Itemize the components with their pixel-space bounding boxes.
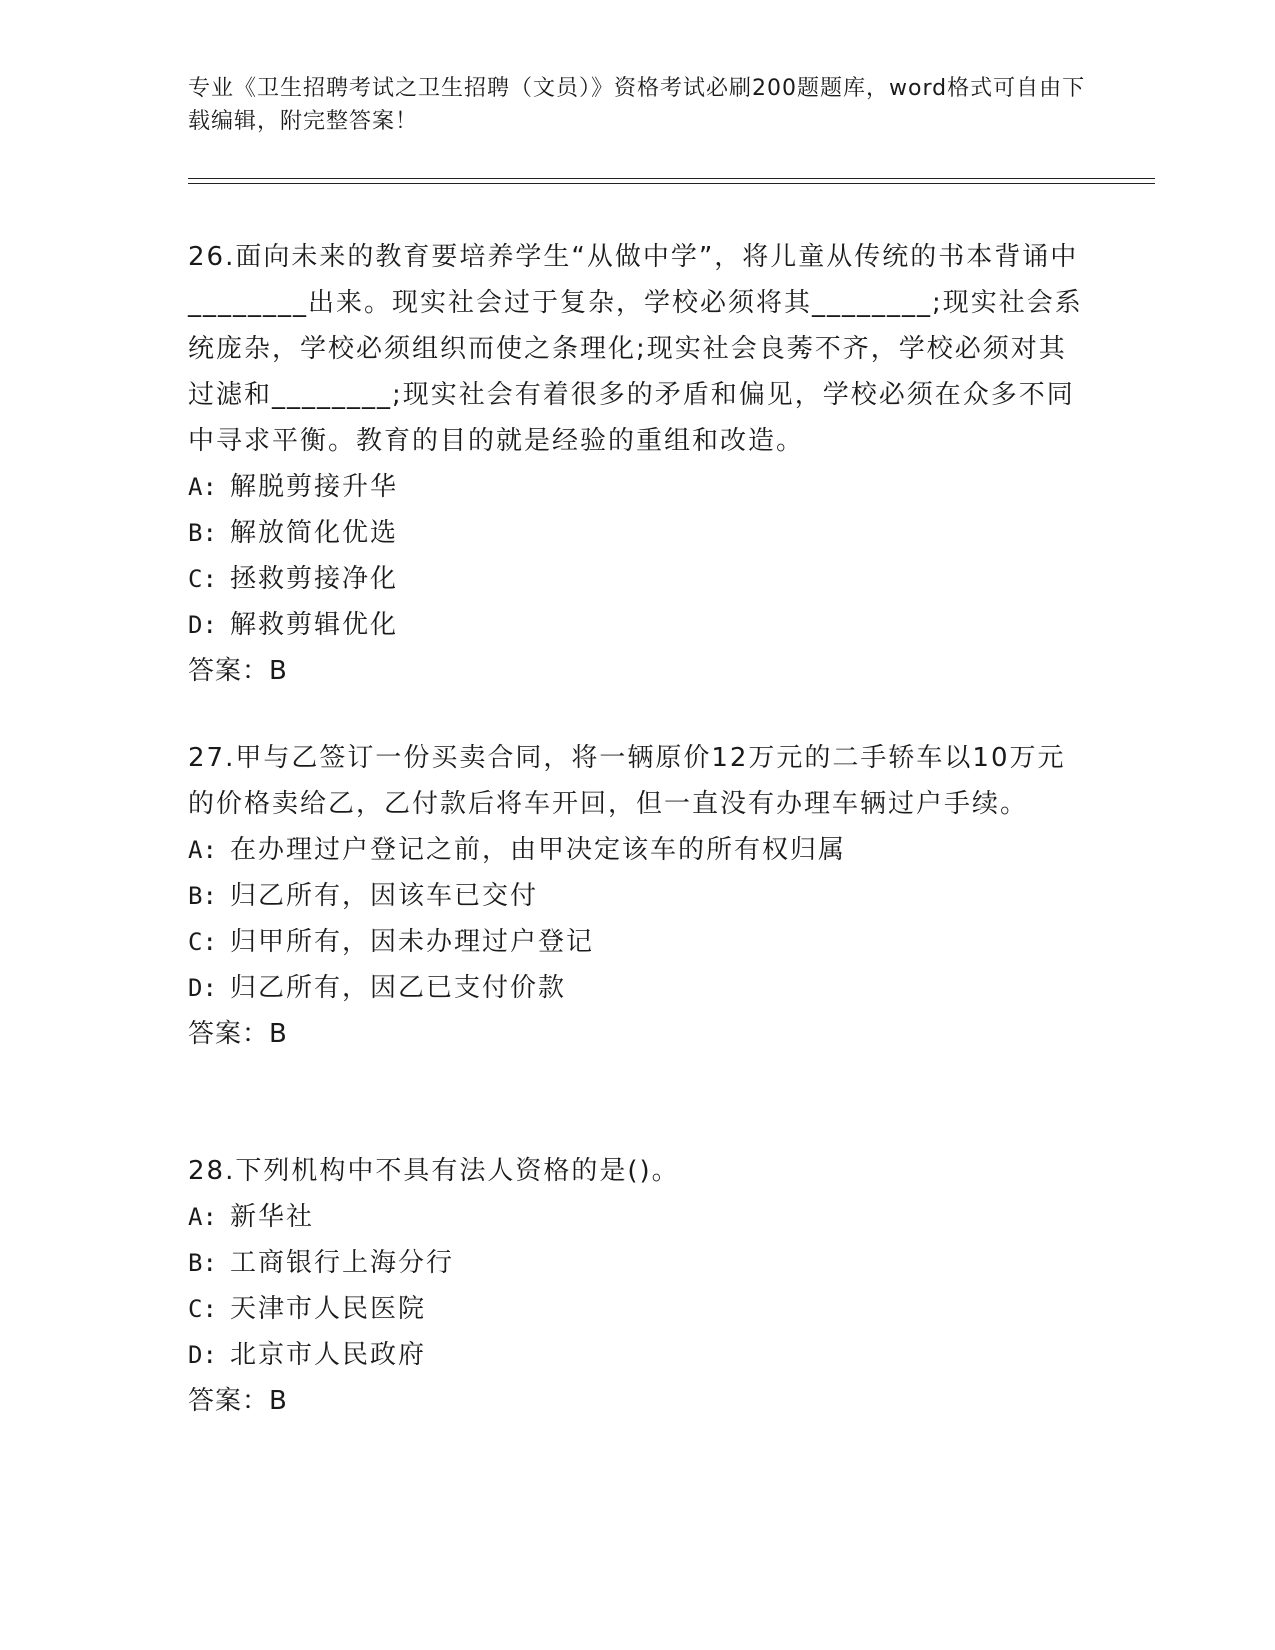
option-text: 归甲所有，因未办理过户登记 <box>230 927 595 957</box>
option-letter: C: <box>188 565 217 593</box>
option-a <box>188 827 1088 873</box>
option-b <box>188 1240 1088 1286</box>
answer-line: 答案：B <box>188 656 288 686</box>
page-header: 专业《卫生招聘考试之卫生招聘（文员）》资格考试必刷200题题库，word格式可自由下载编辑，附完整答案！ <box>188 76 1086 134</box>
question-stem: 27.甲与乙签订一份买卖合同，将一辆原价12万元的二手轿车以10万元的价格卖给乙，乙付款后将车开回，但一直没有办理车辆过户手续。 <box>188 743 1066 819</box>
option-a <box>188 464 1088 510</box>
question-block <box>188 1148 1088 1424</box>
option-b <box>188 873 1088 919</box>
option-text: 归乙所有，因乙已支付价款 <box>230 973 567 1003</box>
option-letter: A: <box>188 836 217 864</box>
option-letter: C: <box>188 1295 217 1323</box>
option-text: 在办理过户登记之前，由甲决定该车的所有权归属 <box>230 835 847 865</box>
option-letter: C: <box>188 928 217 956</box>
option-letter: D: <box>188 974 217 1002</box>
option-text: 天津市人民医院 <box>230 1294 427 1324</box>
option-text: 归乙所有，因该车已交付 <box>230 881 539 911</box>
option-c <box>188 556 1088 602</box>
option-letter: A: <box>188 473 217 501</box>
answer-line: 答案：B <box>188 1386 288 1416</box>
option-letter: B: <box>188 882 217 910</box>
option-d <box>188 1332 1088 1378</box>
question-block <box>188 735 1088 1057</box>
answer-line: 答案：B <box>188 1019 288 1049</box>
option-letter: B: <box>188 1249 217 1277</box>
option-text: 工商银行上海分行 <box>230 1248 455 1278</box>
header-divider <box>188 178 1155 179</box>
option-letter: D: <box>188 1341 217 1369</box>
option-c <box>188 919 1088 965</box>
option-d <box>188 602 1088 648</box>
option-letter: A: <box>188 1203 217 1231</box>
option-text: 解救剪辑优化 <box>230 610 399 640</box>
option-c <box>188 1286 1088 1332</box>
question-block <box>188 234 1088 694</box>
option-text: 解放简化优选 <box>230 518 399 548</box>
option-text: 解脱剪接升华 <box>230 472 399 502</box>
option-b <box>188 510 1088 556</box>
option-letter: B: <box>188 519 217 547</box>
question-stem: 28.下列机构中不具有法人资格的是()。 <box>188 1156 680 1186</box>
option-a <box>188 1194 1088 1240</box>
option-letter: D: <box>188 611 217 639</box>
question-stem: 26.面向未来的教育要培养学生“从做中学”，将儿童从传统的书本背诵中________出来。现实社会过于复杂，学校必须将其________;现实社会系统庞杂，学校必须组织而使之条理化;现实社会良莠不齐，学校必须对其过滤和________;现实社会有着很多的矛盾和偏见，学校必须在众多不同中寻求平衡。教育的目的就是经验的重组和改造。 <box>188 242 1083 456</box>
option-text: 北京市人民政府 <box>230 1340 427 1370</box>
option-text: 新华社 <box>230 1202 315 1232</box>
option-d <box>188 965 1088 1011</box>
header-divider-double <box>188 183 1155 184</box>
option-text: 拯救剪接净化 <box>230 564 399 594</box>
